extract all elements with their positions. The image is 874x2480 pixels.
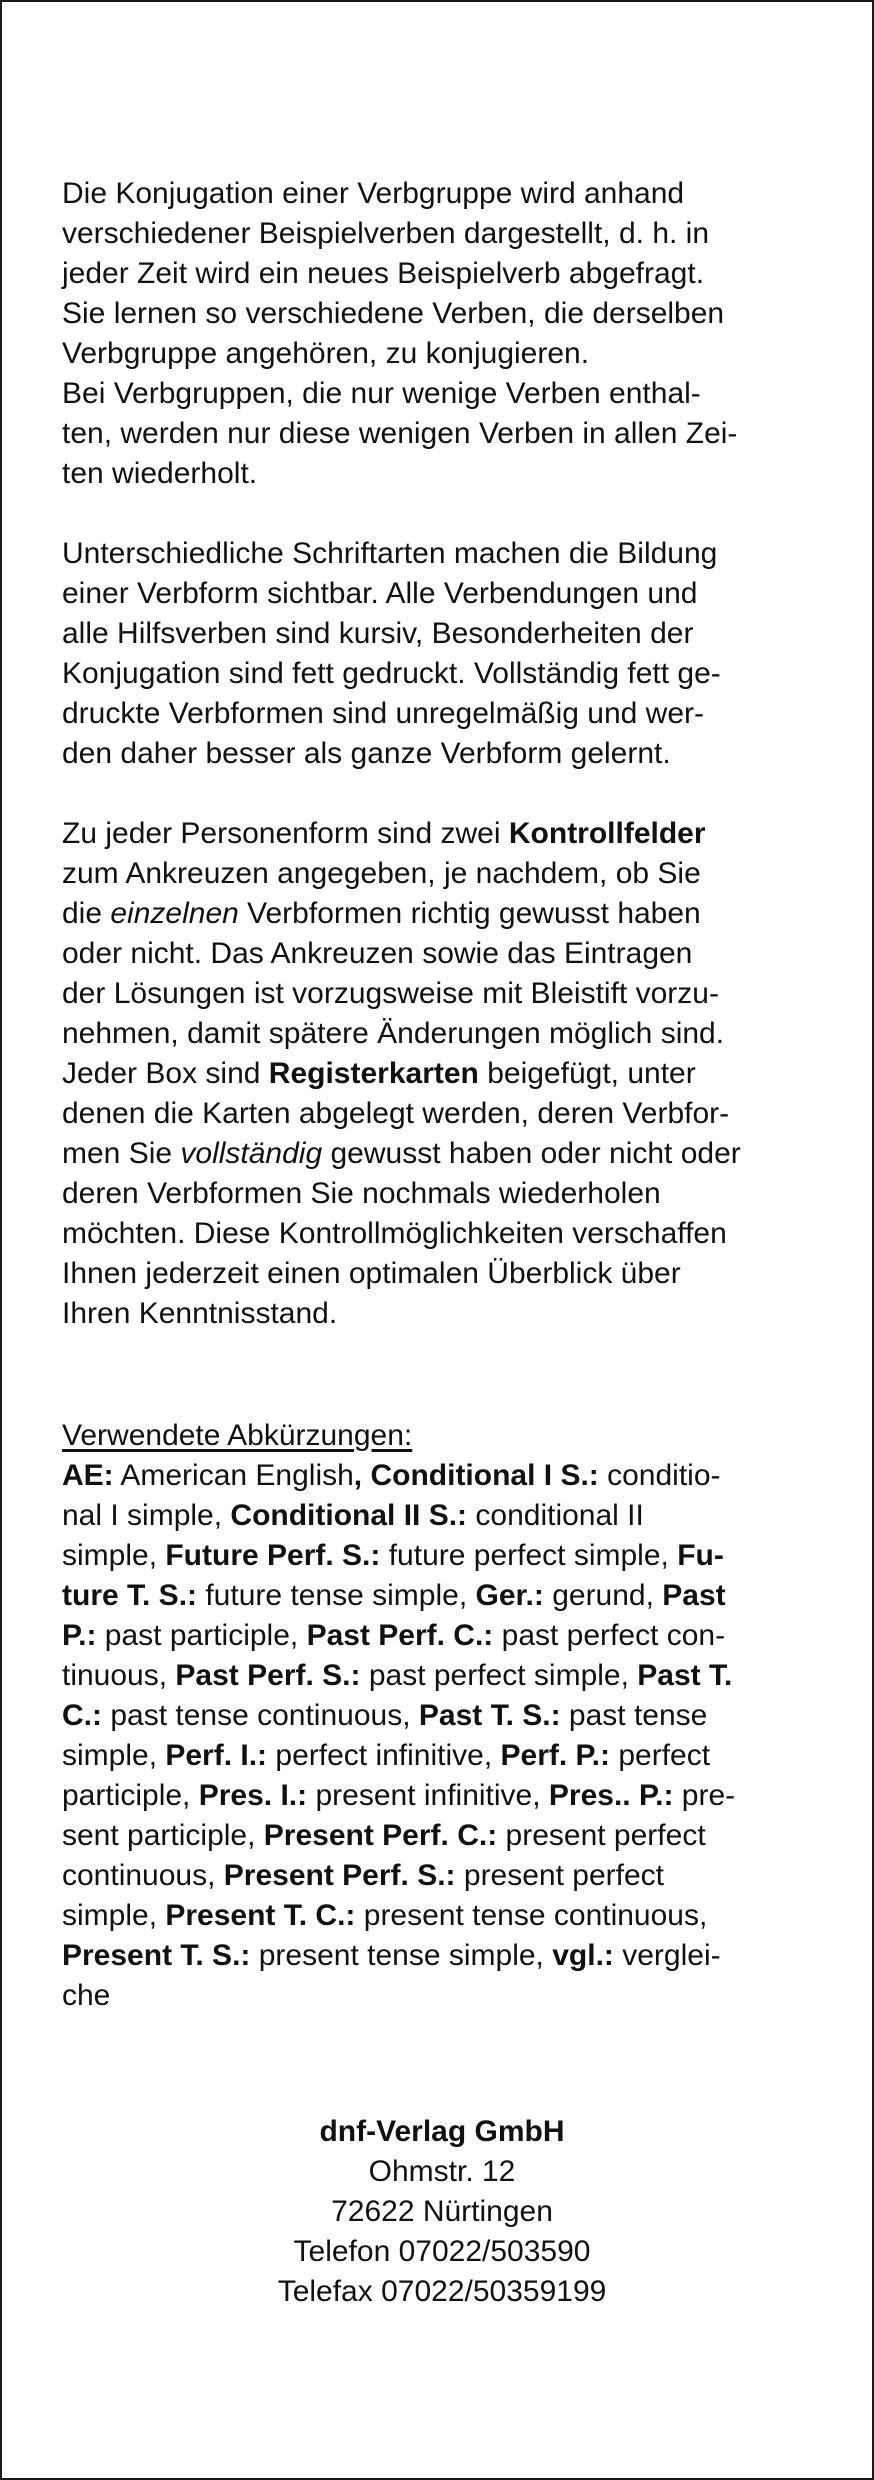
abbreviation-term: AE:: [62, 1459, 114, 1492]
abbreviation-term: Past T. S.:: [418, 1699, 561, 1732]
abbreviation-text: nal I simple,: [62, 1499, 231, 1532]
abbreviation-line: [62, 1536, 822, 1576]
text-line: jeder Zeit wird ein neues Beispielverb abgefragt.: [62, 257, 705, 290]
text-line: möchten. Diese Kontrollmöglichkeiten verschaffen: [62, 1217, 727, 1250]
abbreviation-term: Pres.. P.:: [548, 1779, 674, 1812]
abbreviation-line: [62, 1576, 822, 1616]
publisher-fax: Telefax 07022/50359199: [277, 2275, 607, 2308]
publisher-phone: Telefon 07022/503590: [293, 2235, 591, 2268]
italic-term-einzelnen: einzelnen: [110, 897, 239, 930]
abbreviation-term: , Conditional I S.:: [353, 1459, 599, 1492]
abbreviations-section: [62, 1416, 822, 2016]
text-run: Verbformen richtig gewusst haben: [238, 897, 701, 930]
abbreviation-term: Perf. I.:: [165, 1739, 268, 1772]
abbreviation-line: [62, 1856, 822, 1896]
publisher-street: Ohmstr. 12: [368, 2155, 516, 2188]
text-line: deren Verbformen Sie nochmals wiederholen: [62, 1177, 661, 1210]
abbreviation-term: Present Perf. C.:: [263, 1819, 498, 1852]
intro-paragraph-conjugation: [62, 174, 822, 494]
abbreviation-line: [62, 1816, 822, 1856]
abbreviation-line: [62, 1456, 822, 1496]
page-content: [62, 174, 822, 2312]
abbreviation-line: [62, 1616, 822, 1656]
text-line: ten wiederholt.: [62, 457, 258, 490]
text-run: die: [62, 897, 111, 930]
abbreviation-text: present perfect: [455, 1859, 664, 1892]
abbreviation-term: Past Perf. S.:: [175, 1659, 361, 1692]
abbreviation-term: vgl.:: [552, 1939, 614, 1972]
abbreviation-text: perfect infinitive,: [267, 1739, 501, 1772]
abbreviation-text: present infinitive,: [307, 1779, 549, 1812]
abbreviation-term: Fu-: [677, 1539, 724, 1572]
abbreviation-term: Past: [662, 1579, 726, 1612]
abbreviation-text: past tense continuous,: [102, 1699, 419, 1732]
abbreviation-line: [62, 1936, 822, 1976]
abbreviation-term: C.:: [62, 1699, 102, 1732]
abbreviation-text: perfect: [610, 1739, 711, 1772]
abbreviation-text: verglei-: [613, 1939, 721, 1972]
abbreviation-line: [62, 1896, 822, 1936]
abbreviation-line: [62, 1976, 822, 2016]
text-line: ten, werden nur diese wenigen Verben in allen Zei-: [62, 417, 738, 450]
text-line: [62, 1054, 822, 1094]
text-line: denen die Karten abgelegt werden, deren Verbfor-: [62, 1097, 730, 1130]
text-line: Unterschiedliche Schriftarten machen die Bildung: [62, 537, 718, 570]
abbreviation-text: gerund,: [543, 1579, 663, 1612]
text-run: gewusst haben oder nicht oder: [322, 1137, 741, 1170]
abbreviation-text: present tense continuous,: [355, 1899, 708, 1932]
text-run: Jeder Box sind: [62, 1057, 269, 1090]
abbreviation-term: Present T. C.:: [165, 1899, 356, 1932]
abbreviation-line: [62, 1696, 822, 1736]
abbreviation-text: continuous,: [62, 1859, 224, 1892]
abbreviation-term: Present T. S.:: [62, 1939, 251, 1972]
text-line: Die Konjugation einer Verbgruppe wird anhand: [62, 177, 685, 210]
abbreviation-term: ture T. S.:: [62, 1579, 198, 1612]
abbreviation-line: [62, 1776, 822, 1816]
abbreviation-text: past perfect simple,: [360, 1659, 638, 1692]
abbreviation-text: participle,: [62, 1779, 199, 1812]
text-line: Sie lernen so verschiedene Verben, die derselben: [62, 297, 725, 330]
abbreviation-text: simple,: [62, 1899, 166, 1932]
text-line: [62, 814, 822, 854]
abbreviation-term: P.:: [62, 1619, 97, 1652]
abbreviation-text: conditional II: [467, 1499, 644, 1532]
text-line: einer Verbform sichtbar. Alle Verbendungen und: [62, 577, 698, 610]
abbreviation-text: present perfect: [497, 1819, 706, 1852]
abbreviation-text: che: [62, 1979, 111, 2012]
abbreviation-term: Past Perf. C.:: [306, 1619, 494, 1652]
abbreviation-term: Conditional II S.:: [230, 1499, 468, 1532]
text-line: den daher besser als ganze Verbform gelernt.: [62, 737, 671, 770]
bold-term-registerkarten: Registerkarten: [268, 1057, 479, 1090]
text-line: Ihnen jederzeit einen optimalen Überblick über: [62, 1257, 681, 1290]
text-line: [62, 894, 822, 934]
text-line: oder nicht. Das Ankreuzen sowie das Eintragen: [62, 937, 693, 970]
italic-term-vollstaendig: vollständig: [180, 1137, 323, 1170]
bold-term-kontrollfelder: Kontrollfelder: [508, 817, 706, 850]
text-line: [62, 1134, 822, 1174]
text-line: druckte Verbformen sind unregelmäßig und wer-: [62, 697, 704, 730]
abbreviation-term: Ger.:: [475, 1579, 544, 1612]
text-line: zum Ankreuzen angegeben, je nachdem, ob Sie: [62, 857, 701, 890]
text-line: Verbgruppe angehören, zu konjugieren.: [62, 337, 590, 370]
abbreviation-text: present tense simple,: [250, 1939, 553, 1972]
abbreviation-text: past perfect con-: [493, 1619, 726, 1652]
abbreviation-line: [62, 1736, 822, 1776]
abbreviation-text: simple,: [62, 1739, 166, 1772]
text-line: nehmen, damit spätere Änderungen möglich sind.: [62, 1017, 725, 1050]
abbreviation-text: past participle,: [96, 1619, 307, 1652]
text-run: men Sie: [62, 1137, 181, 1170]
text-run: beigefügt, unter: [478, 1057, 696, 1090]
text-line: Konjugation sind fett gedruckt. Vollständig fett ge-: [62, 657, 721, 690]
abbreviations-heading: Verwendete Abkürzungen:: [62, 1419, 413, 1452]
abbreviation-line: [62, 1656, 822, 1696]
abbreviation-term: Future Perf. S.:: [165, 1539, 381, 1572]
abbreviation-text: simple,: [62, 1539, 166, 1572]
abbreviation-text: sent participle,: [62, 1819, 264, 1852]
abbreviation-text: pre-: [673, 1779, 736, 1812]
abbreviations-list: [62, 1456, 822, 2016]
text-line: Bei Verbgruppen, die nur wenige Verben enthal-: [62, 377, 701, 410]
abbreviation-line: [62, 1496, 822, 1536]
abbreviation-term: Past T.: [637, 1659, 733, 1692]
abbreviation-text: conditio-: [598, 1459, 721, 1492]
abbreviation-text: past tense: [560, 1699, 708, 1732]
text-line: Ihren Kenntnisstand.: [62, 1297, 338, 1330]
publisher-info: [62, 2112, 822, 2312]
abbreviation-text: tinuous,: [62, 1659, 176, 1692]
text-line: der Lösungen ist vorzugsweise mit Bleistift vorzu-: [62, 977, 719, 1010]
abbreviation-text: American English: [113, 1459, 354, 1492]
publisher-name: dnf-Verlag GmbH: [319, 2115, 565, 2148]
abbreviation-term: Pres. I.:: [198, 1779, 308, 1812]
abbreviation-text: future perfect simple,: [380, 1539, 678, 1572]
text-run: Zu jeder Personenform sind zwei: [62, 817, 509, 850]
paragraph-control-fields: [62, 814, 822, 1334]
text-line: verschiedener Beispielverben dargestellt, d. h. in: [62, 217, 710, 250]
abbreviation-term: Perf. P.:: [500, 1739, 610, 1772]
abbreviation-text: future tense simple,: [197, 1579, 476, 1612]
text-line: alle Hilfsverben sind kursiv, Besonderheiten der: [62, 617, 694, 650]
abbreviation-term: Present Perf. S.:: [223, 1859, 456, 1892]
paragraph-fonts: [62, 534, 822, 774]
publisher-city: 72622 Nürtingen: [331, 2195, 553, 2228]
